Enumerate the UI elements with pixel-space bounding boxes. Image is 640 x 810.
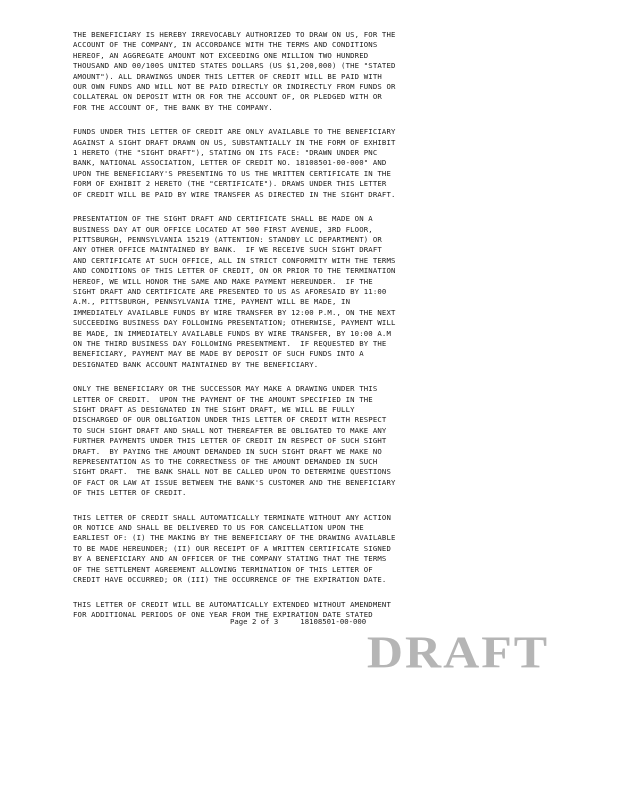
text-line: BY A BENEFICIARY AND AN OFFICER OF THE COMPANY STATING THAT THE TERMS (73, 554, 387, 564)
text-line: THIS LETTER OF CREDIT SHALL AUTOMATICALLY TERMINATE WITHOUT ANY ACTION (73, 512, 392, 522)
text-line: AGAINST A SIGHT DRAFT DRAWN ON US, SUBSTANTIALLY IN THE FORM OF EXHIBIT (73, 137, 396, 147)
text-line: OUR OWN FUNDS AND WILL NOT BE PAID DIRECTLY OR INDIRECTLY FROM FUNDS OR (73, 82, 396, 92)
text-line: BE MADE, IN IMMEDIATELY AVAILABLE FUNDS BY WIRE TRANSFER, BY 10:00 A.M (73, 328, 392, 338)
text-line: OF THIS LETTER OF CREDIT. (73, 488, 187, 498)
text-line: OF FACT OR LAW AT ISSUE BETWEEN THE BANK'S CUSTOMER AND THE BENEFICIARY (73, 477, 396, 487)
text-line: FUNDS UNDER THIS LETTER OF CREDIT ARE ONLY AVAILABLE TO THE BENEFICIARY (73, 127, 396, 137)
text-line: PITTSBURGH, PENNSYLVANIA 15219 (ATTENTION: STANDBY LC DEPARTMENT) OR (73, 234, 382, 244)
text-line: COLLATERAL ON DEPOSIT WITH OR FOR THE ACCOUNT OF, OR PLEDGED WITH OR (73, 92, 382, 102)
text-line: SIGHT DRAFT AND CERTIFICATE ARE PRESENTED TO US AS AFORESAID BY 11:00 (73, 286, 387, 296)
letter-of-credit-body (73, 30, 573, 634)
text-line: ONLY THE BENEFICIARY OR THE SUCCESSOR MAY MAKE A DRAWING UNDER THIS (73, 384, 378, 394)
text-line: IMMEDIATELY AVAILABLE FUNDS BY WIRE TRANSFER BY 12:00 P.M., ON THE NEXT (73, 307, 396, 317)
text-line: TO SUCH SIGHT DRAFT AND SHALL NOT THEREAFTER BE OBLIGATED TO MAKE ANY (73, 425, 387, 435)
text-line: BUSINESS DAY AT OUR OFFICE LOCATED AT 500 FIRST AVENUE, 3RD FLOOR, (73, 224, 373, 234)
paragraph-beneficiary-drawing (73, 384, 573, 498)
text-line: SIGHT DRAFT AS DESIGNATED IN THE SIGHT DRAFT, WE WILL BE FULLY (73, 405, 355, 414)
text-line: HEREOF, AN AGGREGATE AMOUNT NOT EXCEEDING ONE MILLION TWO HUNDRED (73, 50, 369, 60)
text-line: DISCHARGED OF OUR OBLIGATION UNDER THIS LETTER OF CREDIT WITH RESPECT (73, 415, 387, 425)
text-line: AND CONDITIONS OF THIS LETTER OF CREDIT, ON OR PRIOR TO THE TERMINATION (73, 266, 396, 276)
text-line: FOR THE ACCOUNT OF, THE BANK BY THE COMPANY. (73, 102, 273, 112)
text-line: THIS LETTER OF CREDIT WILL BE AUTOMATICALLY EXTENDED WITHOUT AMENDMENT (73, 599, 392, 609)
text-line: DESIGNATED BANK ACCOUNT MAINTAINED BY THE BENEFICIARY. (73, 359, 319, 369)
reference-number: 18108501-00-000 (300, 617, 367, 626)
text-line: OF CREDIT WILL BE PAID BY WIRE TRANSFER AS DIRECTED IN THE SIGHT DRAFT. (73, 189, 396, 199)
paragraph-termination (73, 513, 573, 586)
text-line: UPON THE BENEFICIARY'S PRESENTING TO US THE WRITTEN CERTIFICATE IN THE (73, 168, 392, 178)
text-line: AND CERTIFICATE AT SUCH OFFICE, ALL IN STRICT CONFORMITY WITH THE TERMS (73, 255, 396, 265)
text-line: TO BE MADE HEREUNDER; (II) OUR RECEIPT OF A WRITTEN CERTIFICATE SIGNED (73, 543, 392, 553)
text-line: OF THE SETTLEMENT AGREEMENT ALLOWING TERMINATION OF THIS LETTER OF (73, 564, 373, 574)
text-line: PRESENTATION OF THE SIGHT DRAFT AND CERTIFICATE SHALL BE MADE ON A (73, 214, 373, 224)
text-line: A.M., PITTSBURGH, PENNSYLVANIA TIME, PAYMENT WILL BE MADE, IN (73, 297, 351, 307)
paragraph-authorization (73, 30, 573, 113)
text-line: BENEFICIARY, PAYMENT MAY BE MADE BY DEPOSIT OF SUCH FUNDS INTO A (73, 349, 364, 359)
text-line: THOUSAND AND 00/100S UNITED STATES DOLLARS (US $1,200,000) (THE "STATED (73, 61, 396, 71)
text-line: 1 HERETO (THE "SIGHT DRAFT"), STATING ON ITS FACE: "DRAWN UNDER PNC (73, 148, 378, 158)
text-line: OR NOTICE AND SHALL BE DELIVERED TO US FOR CANCELLATION UPON THE (73, 523, 364, 533)
text-line: SIGHT DRAFT. THE BANK SHALL NOT BE CALLED UPON TO DETERMINE QUESTIONS (73, 467, 392, 477)
text-line: ANY OTHER OFFICE MAINTAINED BY BANK. IF WE RECEIVE SUCH SIGHT DRAFT (73, 245, 382, 255)
text-line: HEREOF, WE WILL HONOR THE SAME AND MAKE PAYMENT HEREUNDER. IF THE (73, 276, 373, 286)
text-line: EARLIEST OF: (I) THE MAKING BY THE BENEFICIARY OF THE DRAWING AVAILABLE (73, 533, 396, 543)
text-line: AMOUNT"). ALL DRAWINGS UNDER THIS LETTER OF CREDIT WILL BE PAID WITH (73, 71, 382, 81)
draft-stamp-text: DRAFT (366, 626, 550, 678)
text-line: ACCOUNT OF THE COMPANY, IN ACCORDANCE WITH THE TERMS AND CONDITIONS (73, 40, 378, 50)
text-line: FURTHER PAYMENTS UNDER THIS LETTER OF CREDIT IN RESPECT OF SUCH SIGHT (73, 436, 387, 446)
draft-stamp (366, 625, 550, 679)
text-line: BANK, NATIONAL ASSOCIATION, LETTER OF CREDIT NO. 18108501-00-000" AND (73, 158, 387, 168)
text-line: FORM OF EXHIBIT 2 HERETO (THE "CERTIFICATE"). DRAWS UNDER THIS LETTER (73, 179, 387, 189)
page-number: Page 2 of 3 (230, 617, 279, 626)
text-line: SUCCEEDING BUSINESS DAY FOLLOWING PRESENTATION; OTHERWISE, PAYMENT WILL (73, 318, 396, 328)
paragraph-presentation (73, 214, 573, 370)
text-line: DRAFT. BY PAYING THE AMOUNT DEMANDED IN SUCH SIGHT DRAFT WE MAKE NO (73, 446, 382, 456)
text-line: THE BENEFICIARY IS HEREBY IRREVOCABLY AUTHORIZED TO DRAW ON US, FOR THE (73, 30, 396, 39)
text-line: LETTER OF CREDIT. UPON THE PAYMENT OF THE AMOUNT SPECIFIED IN THE (73, 394, 373, 404)
text-line: CREDIT HAVE OCCURRED; OR (III) THE OCCURRENCE OF THE EXPIRATION DATE. (73, 575, 387, 585)
text-line: REPRESENTATION AS TO THE CORRECTNESS OF THE AMOUNT DEMANDED IN SUCH (73, 457, 378, 467)
paragraph-funds-availability (73, 127, 573, 200)
text-line: FOR ADDITIONAL PERIODS OF ONE YEAR FROM THE EXPIRATION DATE STATED (73, 609, 373, 619)
text-line: ON THE THIRD BUSINESS DAY FOLLOWING PRESENTMENT. IF REQUESTED BY THE (73, 338, 387, 348)
